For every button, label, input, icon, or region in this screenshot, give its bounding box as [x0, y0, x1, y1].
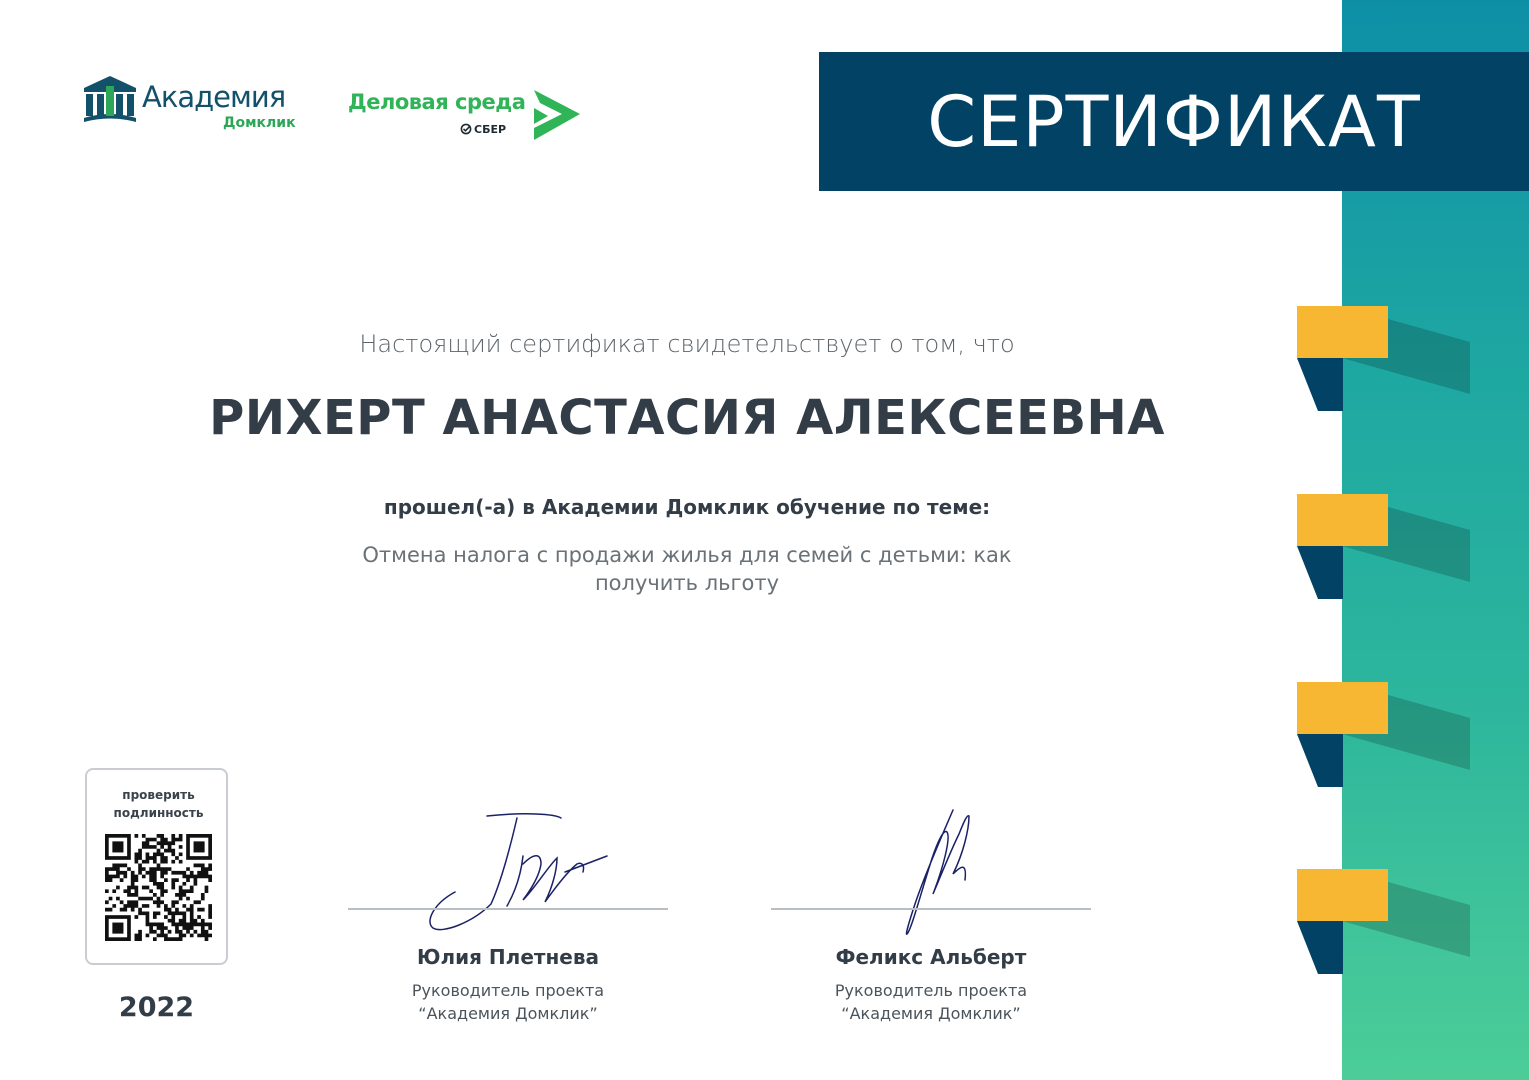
qr-code-icon[interactable]	[105, 834, 212, 941]
academy-logo-sub: Домклик	[223, 115, 296, 131]
decorative-ribbon	[1296, 869, 1476, 979]
signer-role-2-line1: Руководитель проекта	[834, 981, 1028, 1000]
signer-name-1: Юлия Плетнева	[416, 945, 600, 969]
delovaya-sreda-logo	[348, 86, 588, 146]
signer-role-1-line2: “Академия Домклик”	[418, 1004, 598, 1023]
signature-line-left	[348, 908, 668, 910]
sber-check-icon	[460, 123, 472, 135]
signature-pletneva	[425, 808, 615, 936]
sber-logo-word: СБЕР	[474, 123, 507, 136]
decorative-ribbon	[1296, 682, 1476, 792]
academy-domclick-logo	[82, 74, 312, 134]
signature-line-right	[771, 908, 1091, 910]
recipient-name: РИХЕРТ АНАСТАСИЯ АЛЕКСЕЕВНА	[209, 390, 1165, 446]
academy-building-icon	[82, 74, 138, 124]
signer-role-1	[348, 979, 668, 1025]
signer-name-2: Феликс Альберт	[835, 945, 1027, 969]
completion-statement: прошел(-а) в Академии Домклик обучение по теме:	[383, 495, 991, 519]
title-banner	[819, 52, 1529, 191]
certificate-intro: Настоящий сертификат свидетельствует о том, что	[359, 330, 1015, 358]
certificate-title: СЕРТИФИКАТ	[927, 80, 1421, 163]
course-topic: Отмена налога с продажи жилья для семей с детьми: как получить льготу	[362, 543, 1012, 595]
signer-role-1-line1: Руководитель проекта	[411, 981, 605, 1000]
academy-logo-word: Академия	[142, 80, 286, 114]
signature-albert	[895, 804, 985, 940]
delo-logo-word: Деловая среда	[348, 90, 526, 114]
play-arrow-icon	[526, 86, 586, 146]
verify-label	[87, 786, 230, 822]
verify-label-line1: проверить	[122, 788, 195, 802]
signer-role-2	[771, 979, 1091, 1025]
verify-qr-card[interactable]	[85, 768, 228, 965]
certificate-year: 2022	[118, 992, 195, 1023]
signer-role-2-line2: “Академия Домклик”	[841, 1004, 1021, 1023]
verify-label-line2: подлинность	[113, 806, 204, 820]
